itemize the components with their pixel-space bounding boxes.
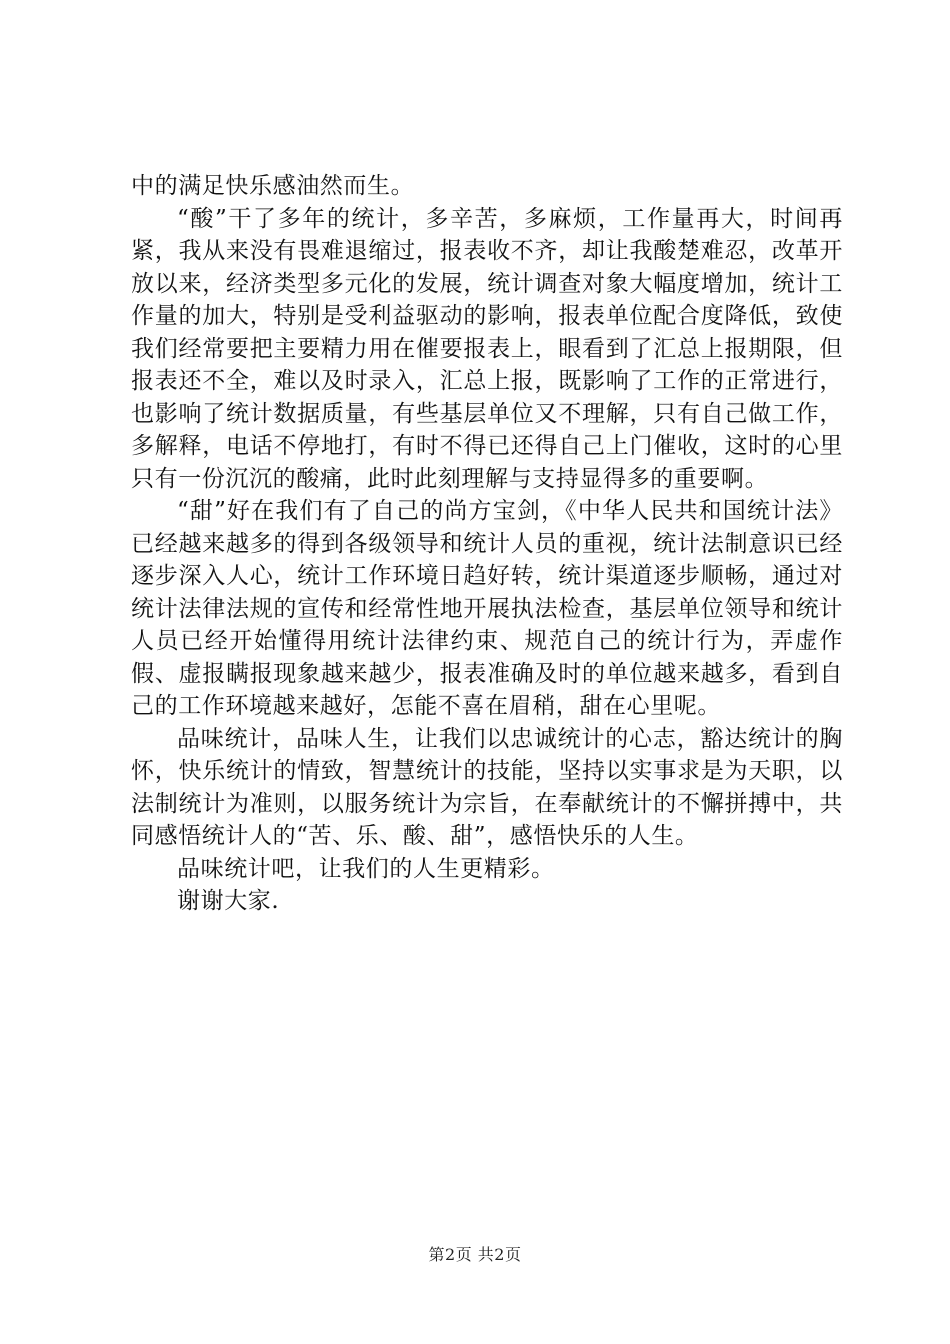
paragraph-conclusion: 品味统计，品味人生，让我们以忠诚统计的心志，豁达统计的胸怀，快乐统计的情致，智慧统计的技能，坚持以实事求是为天职，以法制统计为准则，以服务统计为宗旨，在奉献统计的不懈拼搏中，共同感悟统计人的“苦、乐、酸、甜”，感悟快乐的人生。 (131, 725, 843, 849)
paragraph-sweet: “甜”好在我们有了自己的尚方宝剑，《中华人民共和国统计法》已经越来越多的得到各级领导和统计人员的重视，统计法制意识已经逐步深入人心，统计工作环境日趋好转，统计渠道逐步顺畅，通过对统计法律法规的宣传和经常性地开展执法检查，基层单位领导和统计人员已经开始懂得用统计法律约束、规范自己的统计行为，弄虚作假、虚报瞒报现象越来越少，报表准确及时的单位越来越多，看到自己的工作环境越来越好，怎能不喜在眉稍，甜在心里呢。 (131, 498, 843, 719)
paragraph-sour: “酸”干了多年的统计，多辛苦，多麻烦，工作量再大，时间再紧，我从来没有畏难退缩过，报表收不齐，却让我酸楚难忍，改革开放以来，经济类型多元化的发展，统计调查对象大幅度增加，统计工作量的加大，特别是受利益驱动的影响，报表单位配合度降低，致使我们经常要把主要精力用在催要报表上，眼看到了汇总上报期限，但报表还不全，难以及时录入，汇总上报，既影响了工作的正常进行，也影响了统计数据质量，有些基层单位又不理解，只有自己做工作，多解释，电话不停地打，有时不得已还得自己上门催收，这时的心里只有一份沉沉的酸痛，此时此刻理解与支持显得多的重要啊。 (131, 205, 843, 492)
page-number-footer: 第2页 共2页 (428, 1245, 522, 1264)
document-body (131, 170, 843, 918)
paragraph-closing: 品味统计吧，让我们的人生更精彩。 (177, 855, 555, 882)
paragraph-thanks: 谢谢大家. (177, 888, 280, 914)
paragraph-continuation: 中的满足快乐感油然而生。 (131, 173, 415, 199)
